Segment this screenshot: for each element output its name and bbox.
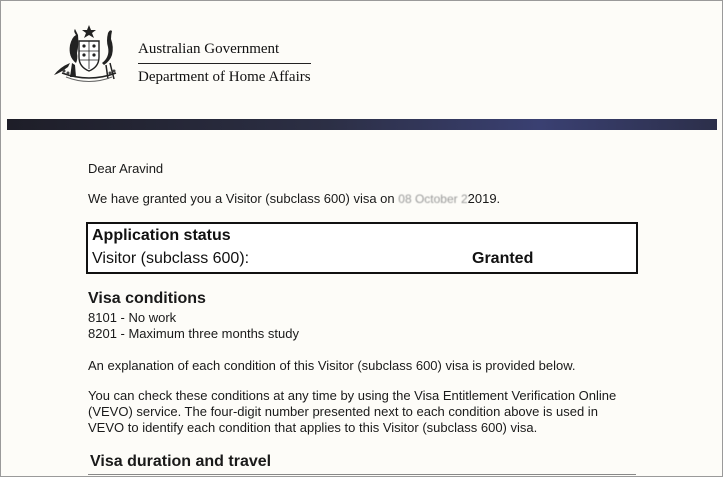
condition-item: 8101 - No work [88,310,177,325]
letterhead-rule [138,63,311,64]
grant-year: 2019. [467,191,501,206]
salutation: Dear Aravind [88,161,164,176]
condition-item: 8201 - Maximum three months study [88,326,299,341]
department-name: Department of Home Affairs [138,69,311,85]
header-band [7,119,717,130]
visa-duration-heading: Visa duration and travel [90,453,272,470]
status-title: Application status [92,227,231,244]
conditions-explanation: An explanation of each condition of this Visitor (subclass 600) visa is provided below. [88,358,576,373]
status-value: Granted [472,250,534,267]
grant-sentence [88,191,500,207]
letterhead [1,1,722,119]
vevo-line: (VEVO) service. The four-digit number presented next to each condition above is used in [88,404,598,419]
application-status-box [86,222,638,274]
visa-conditions-heading: Visa conditions [88,290,206,307]
government-name: Australian Government [138,41,280,57]
grant-date-redacted: 08 October 2 [398,192,468,206]
vevo-line: You can check these conditions at any time by using the Visa Entitlement Verification Online [88,388,617,403]
australian-coat-of-arms-icon [46,23,132,87]
section-rule [88,474,636,475]
status-visa-label: Visitor (subclass 600): [92,250,250,267]
vevo-line: VEVO to identify each condition that applies to this Visitor (subclass 600) visa. [88,420,538,435]
grant-prefix: We have granted you a Visitor (subclass 600) visa on [88,191,395,206]
